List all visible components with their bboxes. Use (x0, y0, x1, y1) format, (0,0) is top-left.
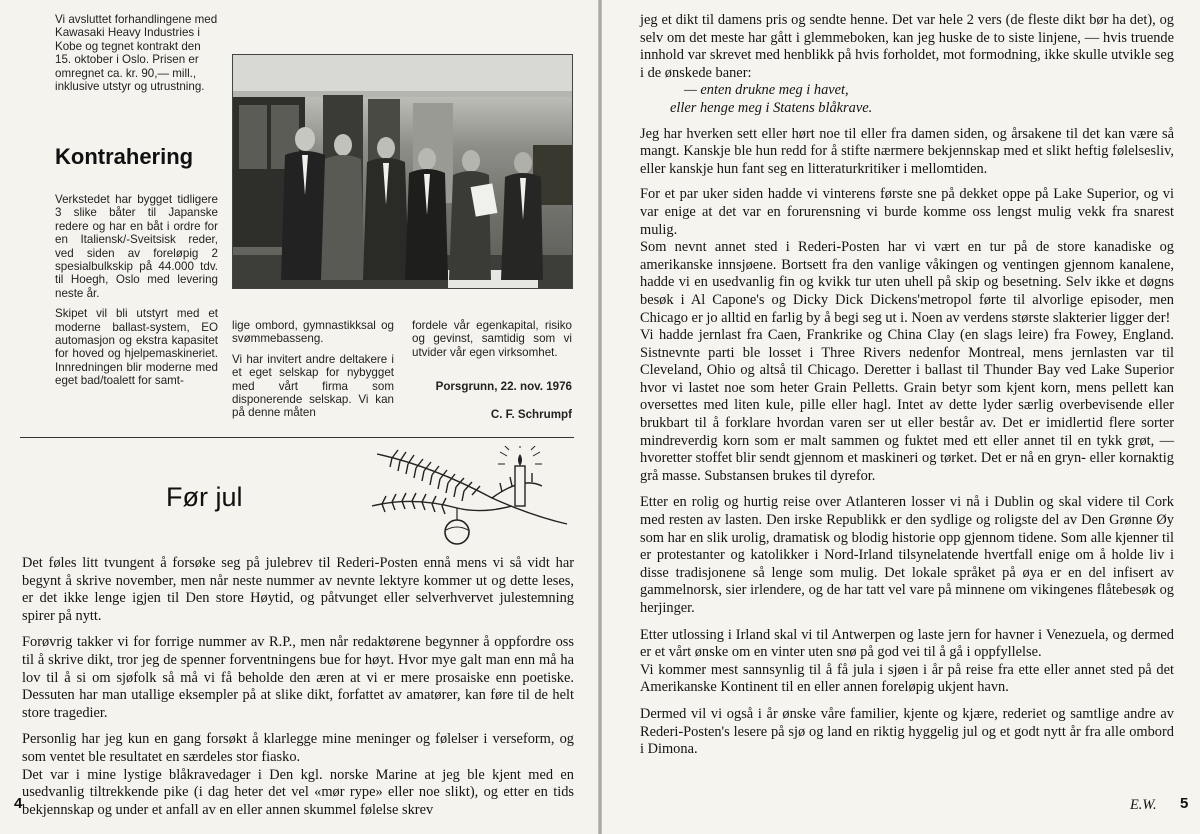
paragraph: fordele vår egenkapital, risiko og gevinst, samtidig som vi utvider vår egen virksomhet. (412, 319, 572, 359)
paragraph: Vi hadde jernlast fra Caen, Frankrike og China Clay (en slags leire) fra Fowey, England. Sistnevnte parti ble losset i Three Rivers nedenfor Montreal, mens jernlasten var til Cleveland, Ohio og altså til Chicago. Deretter i ballast til Thunder Bay ved Lake Superior hvor vi lastet noe som heter Grain Pelletts. Grain betyr som kjent korn, mens pellett kan oversettes med liten kule, pille eller hagl. Intet av dette lyder særlig overbevisende eller brukbart til å forklare hvordan varen ser ut eller består av. Det er imidlertid flere sorter mindreverdig korn som er malt sammen og fuktet med ett eller annet til en tykk grøt, — hvoretter stoffet blir sendt gjennom et maskineri og tørket. Det er nå en gryn- eller kornaktig grå masse. Substansen brukes til dyrefor. (640, 327, 1174, 484)
place-date: Porsgrunn, 22. nov. 1976 (435, 380, 572, 393)
heading-kontrahering: Kontrahering (55, 144, 194, 169)
page-number-right: 5 (1180, 795, 1189, 812)
article-column-2 (232, 319, 394, 420)
paragraph: Vi kommer mest sannsynlig til å få jula i sjøen i år på reise fra ette eller annet sted på det Amerikanske Kontinent til en eller annen foreløpig ukjent havn. (640, 661, 1174, 696)
paragraph: Etter utlossing i Irland skal vi til Antwerpen og laste jern for havner i Venezuela, og dermed er et vårt ønske om en vinter uten snø på god vei til å gå i oppfyllelse. (640, 626, 1174, 661)
article-column-1 (55, 193, 218, 388)
paragraph: Det føles litt tvungent å forsøke seg på julebrev til Rederi-Posten ennå mens vi så vidt har begynt å skrive november, men når neste nummer av nevnte lektyre kommer ut og dette leses, er det ikke lenge igjen til Den store Høytid, og påtvunget eller selverhvervet julestemning spirer på nytt. (22, 555, 574, 624)
right-page (602, 0, 1200, 834)
intro-paragraph: Vi avsluttet forhandlingene med Kawasaki Heavy Industries i Kobe og tegnet kontrakt den 15. oktober i Oslo. Prisen er omregnet ca. kr. 90,— mill., inklusive utstyr og utrustning. (55, 13, 218, 94)
article-column-3 (412, 319, 572, 359)
section-divider (20, 437, 574, 438)
paragraph: Som nevnt annet sted i Rederi-Posten har vi vært en tur på de store kanadiske og amerikanske innsjøene. Bortsett fra den vanlige våkingen og ventingen gjennom kanalene, hadde vi en usedvanlig fin og kvikk tur uten uhell på skip og besetning. Selv ikke et døgns besøk i Al Capone's og Dicky Dick Dickens'metropol førte til alvorlige episoder, men Chicago er jo alltid en farlig by å begi seg ut i. Noen av verdens største slakterier ligger der! (640, 239, 1174, 326)
paragraph: Verkstedet har bygget tidligere 3 slike båter til Japanske redere og har en båt i ordre for en Italiensk/-Sveitsisk reder, ved siden av foreløpig 2 spesialbulkskip på 44.000 tdv. til Hoegh, Oslo med levering neste år. (55, 193, 218, 300)
paragraph: Jeg har hverken sett eller hørt noe til eller fra damen siden, og årsakene til det kan være så mangt. Kanskje ble hun redd for å stifte nærmere bekjennskap med et slikt heftig følelsesliv, eller kanskje hun fant seg en litteraturkritiker i mellomtiden. (640, 125, 1174, 177)
paragraph: For et par uker siden hadde vi vinterens første sne på dekket oppe på Lake Superior, og vi var enige at det var en forurensning vi burde komme oss lengst mulig vekk fra snarest mulig. (640, 186, 1174, 238)
page-number-left: 4 (14, 795, 23, 812)
article-body-left (22, 555, 574, 819)
paragraph: Dermed vil vi også i år ønske våre familier, kjente og kjære, rederiet og samtlige andre av Rederi-Posten's lesere på sjø og land en riktig hyggelig jul og et godt nytt år fra alle ombord i Dimona. (640, 705, 1174, 758)
christmas-branch-candle-icon (372, 446, 572, 548)
author-name: C. F. Schrumpf (490, 408, 572, 421)
photo-signing-ceremony (232, 54, 573, 289)
poem-quote (640, 82, 1174, 117)
paragraph: Vi har invitert andre deltakere i et eget selskap for nybygget med vårt firma som disponerende selskap. Vi kan på denne måten (232, 352, 394, 420)
left-page (0, 0, 598, 834)
poem-line: — enten drukne meg i havet, (684, 82, 849, 99)
paragraph: lige ombord, gymnastikksal og svømmebasseng. (232, 319, 394, 346)
signature: E.W. (1130, 797, 1157, 813)
paragraph: Skipet vil bli utstyrt med et moderne ballast-system, EO automasjon og ekstra kapasitet for hoved og hjelpemaskineriet. Innredningen blir moderne med eget bad/toalett for samt- (55, 307, 218, 388)
paragraph: Etter en rolig og hurtig reise over Atlanteren losser vi nå i Dublin og skal videre til Cork med resten av lasten. Den irske Republikk er den sydlige og roligste del av Den Grønne Øy som har en slik urolig, dramatisk og blodig historie opp gjennom tidene. Som alle kjenner til er protestanter og katolikker i Nord-Irland tilsynelatende hvertfall enige om å holde liv i disse tradisjonene så lenge som mulig. Det lokale språket på øya er en del infisert av gammelnorsk, sier irlendere, og de har tatt vel vare på minnene om vikingenes flåtebesøk og herjinger. (640, 494, 1174, 616)
paragraph: Det var i mine lystige blåkravedager i Den kgl. norske Marine at jeg ble kjent med en usedvanlig tiltrekkende pike (i dag heter det vel «mør rype» eller noe slikt), og etter en tids bekjennskap og under et anfall av en eller annen skummel følelse skrev (22, 766, 574, 818)
heading-for-jul: Før jul (166, 482, 243, 512)
paragraph: jeg et dikt til damens pris og sendte henne. Det var hele 2 vers (de fleste dikt bør ha det), og selv om det meste har gått i glemmeboken, kan jeg huske de to siste linjene, — hvis truende innhold var skrevet med henblikk på hvis forholdet, mot formodning, ikke skulle utvikle seg i de ønskede baner: (640, 12, 1174, 81)
group-photo-illustration (233, 55, 573, 289)
paragraph: Personlig har jeg kun en gang forsøkt å klarlegge mine meninger og følelser i verseform, og som ventet ble resultatet en særdeles stor fiasko. (22, 731, 574, 765)
article-body-right (640, 12, 1174, 759)
paragraph: Forøvrig takker vi for forrige nummer av R.P., men når redaktørene begynner å oppfordre oss til å skrive dikt, tror jeg de spenner forventningens bue for høyt. Hvor mye galt man enn må ha lov til å si om sjøfolk så må vi få beholde den æren at vi er mere prosaiske enn poetiske. Dessuten har man utallige eksempler på at slike dikt, forfattet av amatører, kan føre til de helt store tragedier. (22, 634, 574, 721)
poem-line: eller henge meg i Statens blåkrave. (670, 99, 873, 116)
